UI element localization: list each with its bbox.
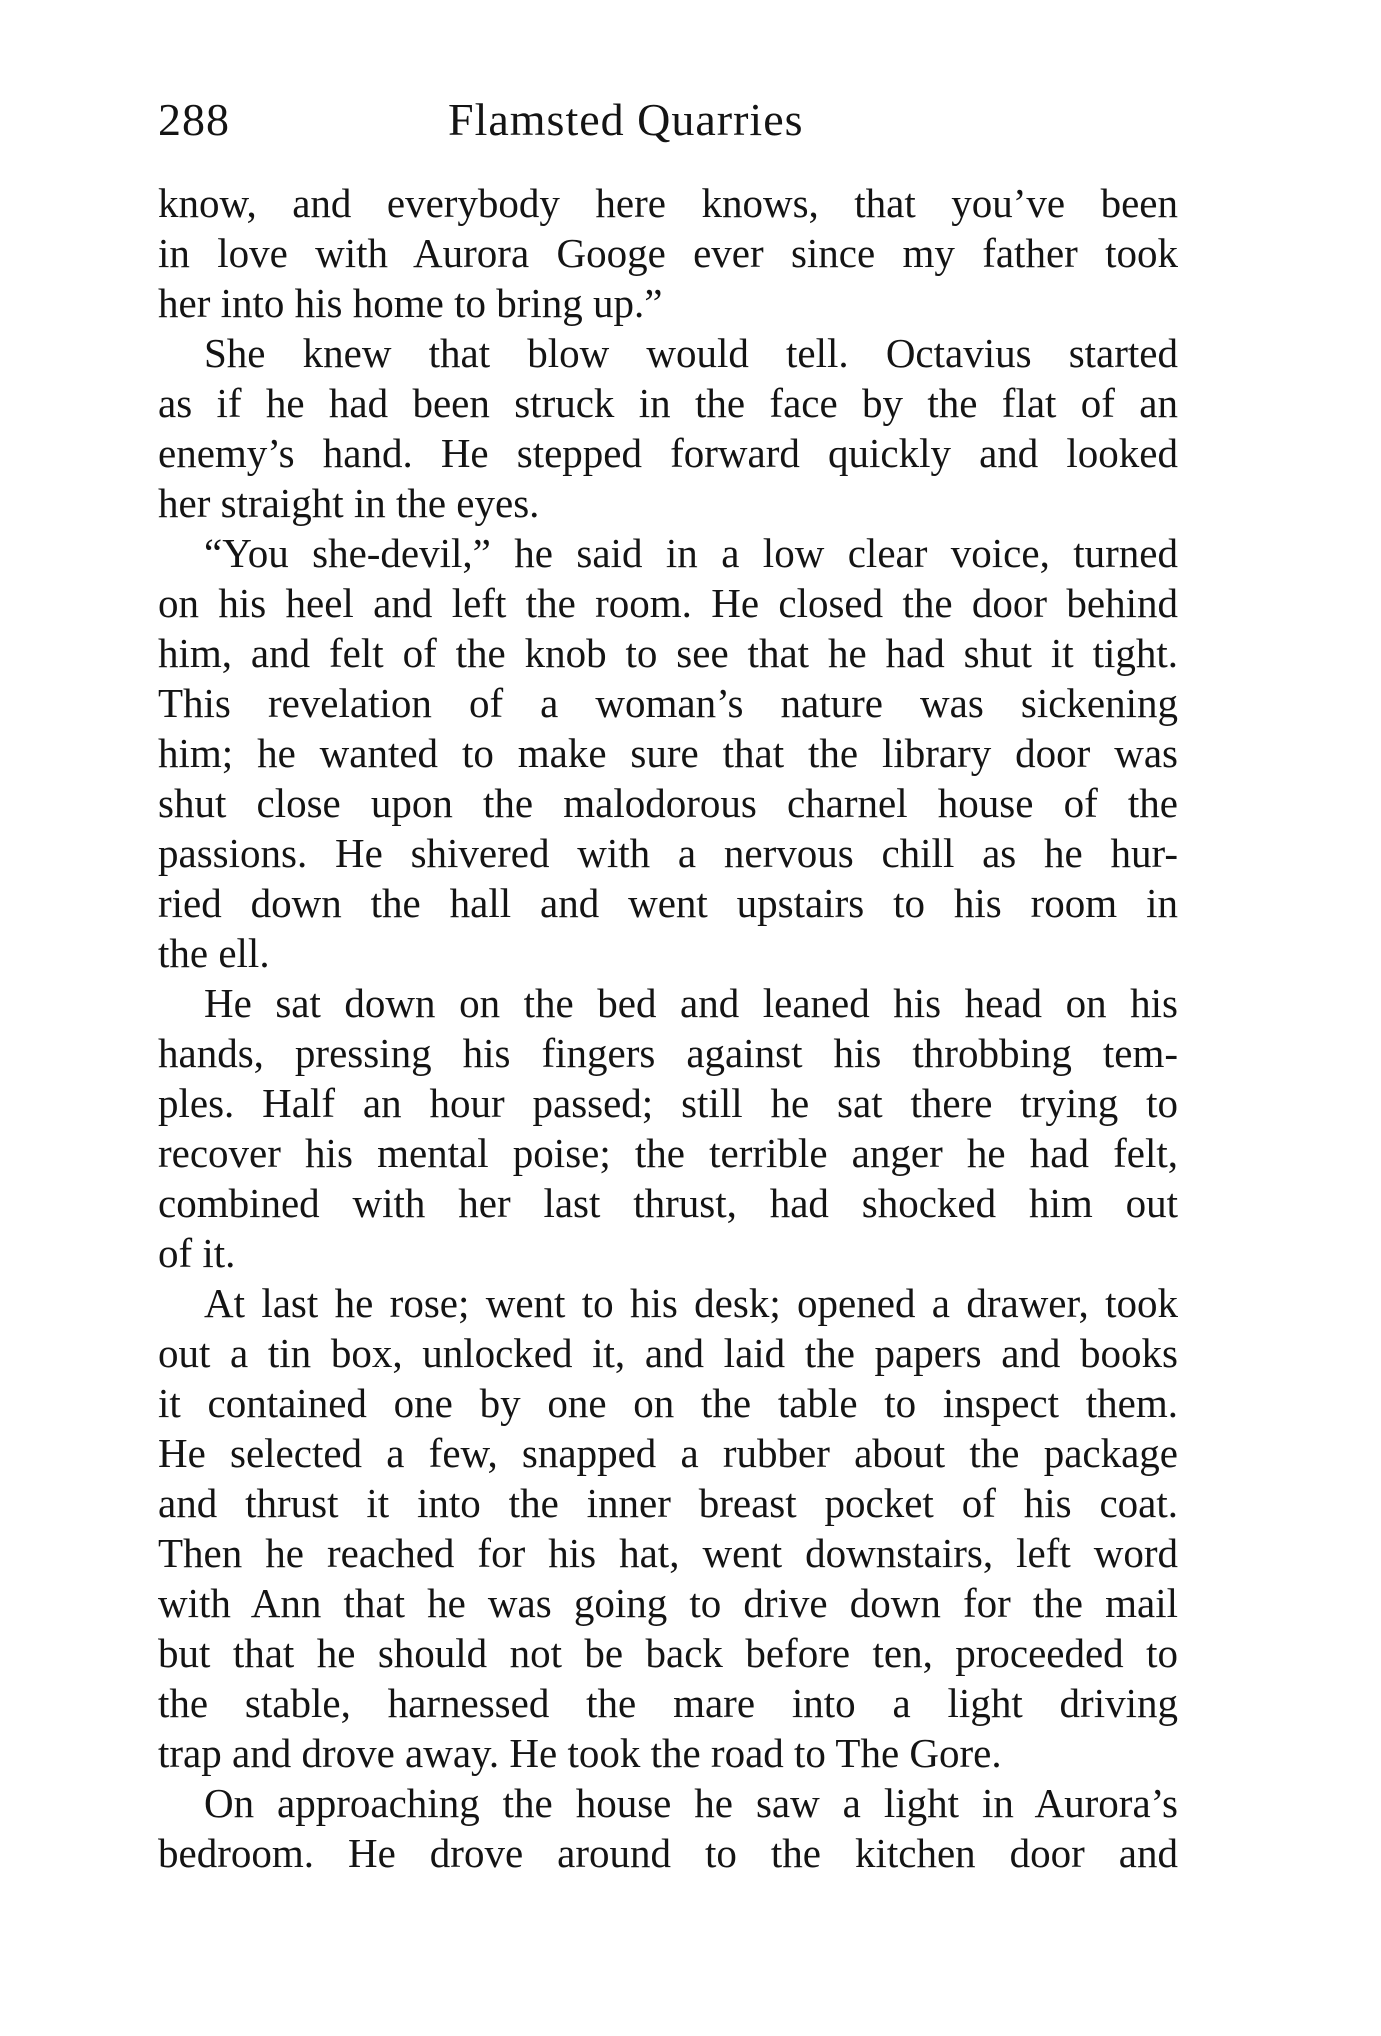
book-title: Flamsted Quarries (448, 94, 804, 145)
text-line: the stable, harnessed the mare into a light driving (158, 1680, 1178, 1726)
text-line: of it. (158, 1230, 236, 1276)
text-line: ried down the hall and went upstairs to his room in (158, 880, 1178, 926)
text-line: it contained one by one on the table to inspect them. (158, 1380, 1178, 1426)
text-line: know, and everybody here knows, that you’ve been (158, 180, 1178, 226)
text-line: her straight in the eyes. (158, 480, 540, 526)
text-line: her into his home to bring up.” (158, 280, 663, 326)
text-line: on his heel and left the room. He closed the door behind (158, 580, 1178, 626)
text-line: bedroom. He drove around to the kitchen door and (158, 1830, 1178, 1876)
text-line: He selected a few, snapped a rubber about the package (158, 1430, 1178, 1476)
text-line: passions. He shivered with a nervous chill as he hur- (158, 830, 1178, 876)
text-line: out a tin box, unlocked it, and laid the papers and books (158, 1330, 1178, 1376)
text-line: the ell. (158, 930, 270, 976)
paragraph (158, 328, 1178, 528)
paragraph (158, 528, 1178, 978)
text-line: This revelation of a woman’s nature was sickening (158, 680, 1178, 726)
text-line: with Ann that he was going to drive down for the mail (158, 1580, 1178, 1626)
text-line: Then he reached for his hat, went downstairs, left word (158, 1530, 1178, 1576)
paragraph (158, 1278, 1178, 1778)
text-line: hands, pressing his fingers against his throbbing tem- (158, 1030, 1178, 1076)
paragraph (158, 978, 1178, 1278)
text-line: On approaching the house he saw a light in Aurora’s (204, 1780, 1178, 1826)
text-line: recover his mental poise; the terrible anger he had felt, (158, 1130, 1178, 1176)
paragraph (158, 178, 1178, 328)
text-line: He sat down on the bed and leaned his head on his (204, 980, 1178, 1026)
text-line: him, and felt of the knob to see that he had shut it tight. (158, 630, 1178, 676)
text-line: At last he rose; went to his desk; opened a drawer, took (204, 1280, 1178, 1326)
text-line: but that he should not be back before ten, proceeded to (158, 1630, 1178, 1676)
text-line: “You she-devil,” he said in a low clear voice, turned (204, 530, 1178, 576)
text-line: him; he wanted to make sure that the library door was (158, 730, 1178, 776)
text-line: as if he had been struck in the face by the flat of an (158, 380, 1178, 426)
text-line: trap and drove away. He took the road to The Gore. (158, 1730, 1002, 1776)
page-number: 288 (158, 94, 230, 145)
text-line: She knew that blow would tell. Octavius started (204, 330, 1178, 376)
running-head (158, 88, 1178, 152)
text-line: combined with her last thrust, had shocked him out (158, 1180, 1178, 1226)
paragraph (158, 1778, 1178, 1878)
text-line: shut close upon the malodorous charnel house of the (158, 780, 1178, 826)
body-text (158, 178, 1178, 1878)
text-line: and thrust it into the inner breast pocket of his coat. (158, 1480, 1178, 1526)
text-line: enemy’s hand. He stepped forward quickly and looked (158, 430, 1178, 476)
text-line: in love with Aurora Googe ever since my father took (158, 230, 1178, 276)
text-line: ples. Half an hour passed; still he sat there trying to (158, 1080, 1178, 1126)
